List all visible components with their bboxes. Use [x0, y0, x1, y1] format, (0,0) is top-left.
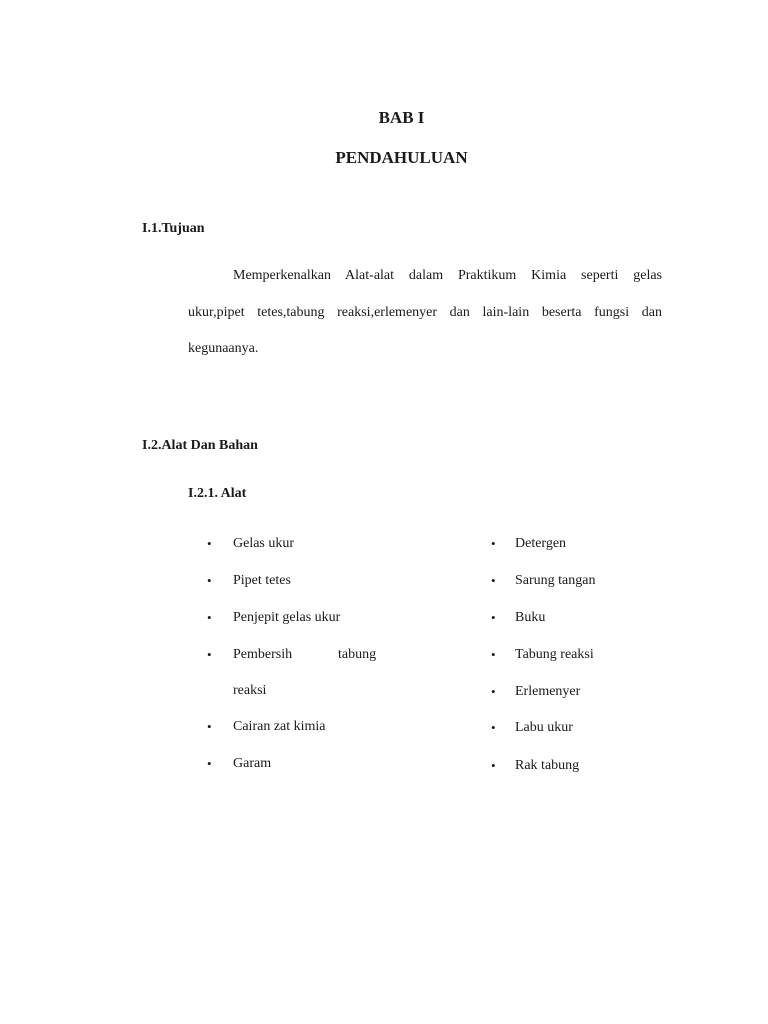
bullet-icon: • — [207, 573, 212, 588]
list-item: Sarung tangan — [515, 573, 596, 588]
list-item: Cairan zat kimia — [233, 719, 326, 734]
paragraph-line-2: ukur,pipet tetes,tabung reaksi,erlemenyer dan lain-lain beserta fungsi dan — [188, 305, 662, 320]
list-item: Labu ukur — [515, 720, 573, 735]
list-item: Garam — [233, 756, 272, 771]
list-item: Gelas ukur — [233, 536, 295, 551]
bullet-icon: • — [491, 684, 496, 699]
chapter-number: BAB I — [378, 108, 425, 127]
list-item: Erlemenyer — [515, 684, 581, 699]
bullet-icon: • — [491, 647, 496, 662]
chapter-title: PENDAHULUAN — [335, 148, 468, 167]
list-item: Penjepit gelas ukur — [233, 610, 341, 625]
list-item: reaksi — [233, 683, 267, 698]
bullet-icon: • — [207, 610, 212, 625]
bullet-icon: • — [207, 536, 212, 551]
section-heading-tujuan: I.1.Tujuan — [142, 221, 205, 236]
paragraph-line-3: kegunaanya. — [188, 341, 259, 356]
list-item: Pipet tetes — [233, 573, 291, 588]
bullet-icon: • — [491, 573, 496, 588]
list-item: Rak tabung — [515, 758, 580, 773]
paragraph-line-1: Memperkenalkan Alat-alat dalam Praktikum Kimia seperti gelas — [233, 268, 662, 283]
bullet-icon: • — [207, 719, 212, 734]
list-item: Buku — [515, 610, 546, 625]
bullet-icon: • — [491, 610, 496, 625]
subsection-heading-alat: I.2.1. Alat — [188, 486, 247, 501]
list-item: Pembersih — [233, 647, 293, 662]
list-item: Tabung reaksi — [515, 647, 594, 662]
bullet-icon: • — [207, 647, 212, 662]
bullet-icon: • — [491, 720, 496, 735]
list-item: Detergen — [515, 536, 567, 551]
bullet-icon: • — [491, 536, 496, 551]
section-heading-alat-dan-bahan: I.2.Alat Dan Bahan — [142, 438, 258, 453]
list-item: tabung — [338, 647, 377, 662]
bullet-icon: • — [491, 758, 496, 773]
bullet-icon: • — [207, 756, 212, 771]
